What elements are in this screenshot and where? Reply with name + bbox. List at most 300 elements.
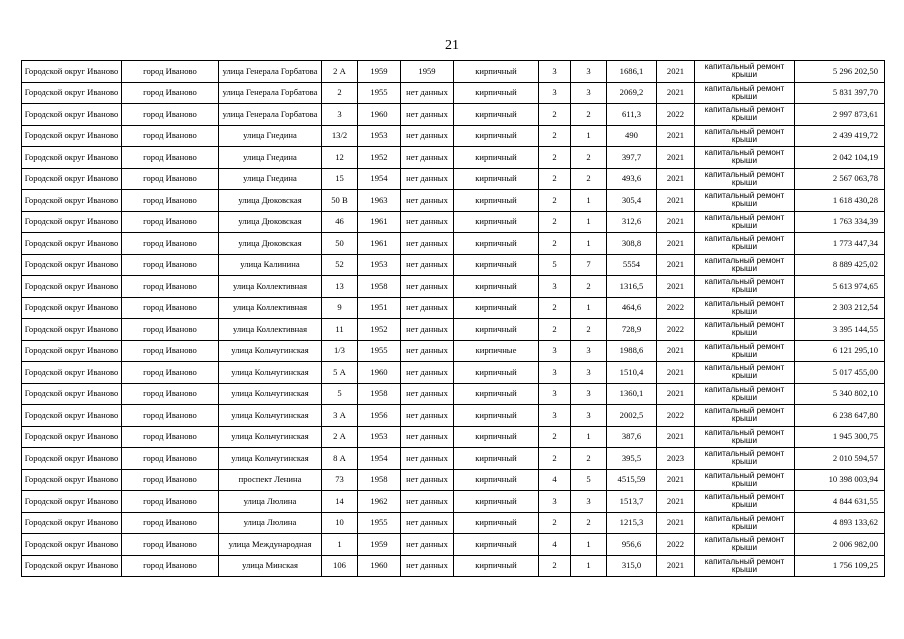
build-year-cell: 1961 bbox=[358, 233, 401, 255]
area-cell: 1988,6 bbox=[607, 340, 657, 362]
plan-year-cell: 2022 bbox=[657, 319, 695, 341]
area-cell: 1513,7 bbox=[607, 491, 657, 513]
house-number-cell: 10 bbox=[322, 512, 358, 534]
wall-material-cell: кирпичный bbox=[454, 82, 539, 104]
build-year-cell: 1958 bbox=[358, 276, 401, 298]
last-repair-year-cell: нет данных bbox=[401, 491, 454, 513]
house-number-cell: 3 А bbox=[322, 405, 358, 427]
wall-material-cell: кирпичный bbox=[454, 555, 539, 577]
street-cell: улица Минская bbox=[219, 555, 322, 577]
street-cell: улица Гнедина bbox=[219, 168, 322, 190]
build-year-cell: 1962 bbox=[358, 491, 401, 513]
city-cell: город Иваново bbox=[122, 82, 219, 104]
district-cell: Городской округ Иваново bbox=[22, 448, 122, 470]
district-cell: Городской округ Иваново bbox=[22, 491, 122, 513]
floors-cell: 2 bbox=[539, 168, 571, 190]
street-cell: улица Дюковская bbox=[219, 211, 322, 233]
house-number-cell: 2 bbox=[322, 82, 358, 104]
wall-material-cell: кирпичный bbox=[454, 168, 539, 190]
floors-cell: 3 bbox=[539, 276, 571, 298]
wall-material-cell: кирпичный bbox=[454, 512, 539, 534]
house-number-cell: 13/2 bbox=[322, 125, 358, 147]
cost-cell: 10 398 003,94 bbox=[795, 469, 885, 491]
entrances-cell: 2 bbox=[571, 448, 607, 470]
plan-year-cell: 2021 bbox=[657, 555, 695, 577]
entrances-cell: 2 bbox=[571, 104, 607, 126]
build-year-cell: 1959 bbox=[358, 61, 401, 83]
city-cell: город Иваново bbox=[122, 448, 219, 470]
city-cell: город Иваново bbox=[122, 405, 219, 427]
table-row bbox=[22, 405, 885, 427]
last-repair-year-cell: нет данных bbox=[401, 512, 454, 534]
work-type-cell: капитальный ремонт крыши bbox=[695, 362, 795, 384]
street-cell: улица Кольчугинская bbox=[219, 426, 322, 448]
cost-cell: 5 017 455,00 bbox=[795, 362, 885, 384]
entrances-cell: 1 bbox=[571, 233, 607, 255]
city-cell: город Иваново bbox=[122, 340, 219, 362]
district-cell: Городской округ Иваново bbox=[22, 125, 122, 147]
build-year-cell: 1954 bbox=[358, 168, 401, 190]
district-cell: Городской округ Иваново bbox=[22, 555, 122, 577]
work-type-cell: капитальный ремонт крыши bbox=[695, 125, 795, 147]
area-cell: 493,6 bbox=[607, 168, 657, 190]
floors-cell: 3 bbox=[539, 82, 571, 104]
plan-year-cell: 2021 bbox=[657, 383, 695, 405]
cost-cell: 1 618 430,28 bbox=[795, 190, 885, 212]
district-cell: Городской округ Иваново bbox=[22, 190, 122, 212]
plan-year-cell: 2021 bbox=[657, 190, 695, 212]
plan-year-cell: 2021 bbox=[657, 82, 695, 104]
entrances-cell: 3 bbox=[571, 340, 607, 362]
cost-cell: 8 889 425,02 bbox=[795, 254, 885, 276]
wall-material-cell: кирпичный bbox=[454, 233, 539, 255]
wall-material-cell: кирпичный bbox=[454, 469, 539, 491]
entrances-cell: 3 bbox=[571, 82, 607, 104]
last-repair-year-cell: нет данных bbox=[401, 125, 454, 147]
build-year-cell: 1951 bbox=[358, 297, 401, 319]
city-cell: город Иваново bbox=[122, 512, 219, 534]
cost-cell: 1 756 109,25 bbox=[795, 555, 885, 577]
area-cell: 490 bbox=[607, 125, 657, 147]
plan-year-cell: 2021 bbox=[657, 469, 695, 491]
district-cell: Городской округ Иваново bbox=[22, 512, 122, 534]
work-type-cell: капитальный ремонт крыши bbox=[695, 254, 795, 276]
house-number-cell: 2 А bbox=[322, 426, 358, 448]
last-repair-year-cell: нет данных bbox=[401, 211, 454, 233]
street-cell: улица Генерала Горбатова bbox=[219, 104, 322, 126]
last-repair-year-cell: нет данных bbox=[401, 297, 454, 319]
district-cell: Городской округ Иваново bbox=[22, 319, 122, 341]
last-repair-year-cell: нет данных bbox=[401, 190, 454, 212]
city-cell: город Иваново bbox=[122, 383, 219, 405]
floors-cell: 2 bbox=[539, 190, 571, 212]
work-type-cell: капитальный ремонт крыши bbox=[695, 319, 795, 341]
cost-cell: 3 395 144,55 bbox=[795, 319, 885, 341]
district-cell: Городской округ Иваново bbox=[22, 147, 122, 169]
house-number-cell: 2 А bbox=[322, 61, 358, 83]
district-cell: Городской округ Иваново bbox=[22, 534, 122, 556]
last-repair-year-cell: нет данных bbox=[401, 254, 454, 276]
area-cell: 305,4 bbox=[607, 190, 657, 212]
floors-cell: 2 bbox=[539, 125, 571, 147]
table-row bbox=[22, 254, 885, 276]
entrances-cell: 3 bbox=[571, 491, 607, 513]
build-year-cell: 1953 bbox=[358, 426, 401, 448]
entrances-cell: 2 bbox=[571, 168, 607, 190]
build-year-cell: 1953 bbox=[358, 125, 401, 147]
table-row bbox=[22, 125, 885, 147]
entrances-cell: 3 bbox=[571, 362, 607, 384]
table-row bbox=[22, 426, 885, 448]
city-cell: город Иваново bbox=[122, 233, 219, 255]
floors-cell: 2 bbox=[539, 426, 571, 448]
last-repair-year-cell: нет данных bbox=[401, 82, 454, 104]
district-cell: Городской округ Иваново bbox=[22, 297, 122, 319]
cost-cell: 2 006 982,00 bbox=[795, 534, 885, 556]
plan-year-cell: 2021 bbox=[657, 276, 695, 298]
house-number-cell: 50 bbox=[322, 233, 358, 255]
district-cell: Городской округ Иваново bbox=[22, 82, 122, 104]
house-number-cell: 106 bbox=[322, 555, 358, 577]
table-row bbox=[22, 61, 885, 83]
city-cell: город Иваново bbox=[122, 555, 219, 577]
table-row bbox=[22, 383, 885, 405]
wall-material-cell: кирпичный bbox=[454, 276, 539, 298]
build-year-cell: 1959 bbox=[358, 534, 401, 556]
city-cell: город Иваново bbox=[122, 319, 219, 341]
area-cell: 1215,3 bbox=[607, 512, 657, 534]
work-type-cell: капитальный ремонт крыши bbox=[695, 168, 795, 190]
street-cell: улица Кольчугинская bbox=[219, 340, 322, 362]
last-repair-year-cell: нет данных bbox=[401, 340, 454, 362]
plan-year-cell: 2022 bbox=[657, 534, 695, 556]
entrances-cell: 2 bbox=[571, 276, 607, 298]
entrances-cell: 2 bbox=[571, 319, 607, 341]
area-cell: 611,3 bbox=[607, 104, 657, 126]
area-cell: 5554 bbox=[607, 254, 657, 276]
area-cell: 1686,1 bbox=[607, 61, 657, 83]
house-number-cell: 73 bbox=[322, 469, 358, 491]
build-year-cell: 1958 bbox=[358, 469, 401, 491]
house-number-cell: 5 А bbox=[322, 362, 358, 384]
plan-year-cell: 2021 bbox=[657, 147, 695, 169]
house-number-cell: 15 bbox=[322, 168, 358, 190]
area-cell: 1360,1 bbox=[607, 383, 657, 405]
wall-material-cell: кирпичный bbox=[454, 405, 539, 427]
city-cell: город Иваново bbox=[122, 297, 219, 319]
work-type-cell: капитальный ремонт крыши bbox=[695, 491, 795, 513]
house-number-cell: 14 bbox=[322, 491, 358, 513]
build-year-cell: 1960 bbox=[358, 555, 401, 577]
street-cell: улица Коллективная bbox=[219, 297, 322, 319]
work-type-cell: капитальный ремонт крыши bbox=[695, 448, 795, 470]
build-year-cell: 1954 bbox=[358, 448, 401, 470]
house-number-cell: 8 А bbox=[322, 448, 358, 470]
wall-material-cell: кирпичный bbox=[454, 104, 539, 126]
build-year-cell: 1961 bbox=[358, 211, 401, 233]
table-row bbox=[22, 555, 885, 577]
floors-cell: 3 bbox=[539, 383, 571, 405]
last-repair-year-cell: нет данных bbox=[401, 168, 454, 190]
area-cell: 1510,4 bbox=[607, 362, 657, 384]
street-cell: улица Генерала Горбатова bbox=[219, 82, 322, 104]
street-cell: улица Дюковская bbox=[219, 233, 322, 255]
build-year-cell: 1952 bbox=[358, 319, 401, 341]
city-cell: город Иваново bbox=[122, 104, 219, 126]
street-cell: улица Кольчугинская bbox=[219, 383, 322, 405]
area-cell: 956,6 bbox=[607, 534, 657, 556]
floors-cell: 3 bbox=[539, 340, 571, 362]
plan-year-cell: 2021 bbox=[657, 233, 695, 255]
cost-cell: 1 945 300,75 bbox=[795, 426, 885, 448]
area-cell: 464,6 bbox=[607, 297, 657, 319]
table-row bbox=[22, 319, 885, 341]
work-type-cell: капитальный ремонт крыши bbox=[695, 340, 795, 362]
house-number-cell: 1/3 bbox=[322, 340, 358, 362]
area-cell: 2069,2 bbox=[607, 82, 657, 104]
city-cell: город Иваново bbox=[122, 469, 219, 491]
housing-registry-table bbox=[21, 60, 885, 577]
page-number: 21 bbox=[445, 38, 459, 53]
city-cell: город Иваново bbox=[122, 362, 219, 384]
house-number-cell: 13 bbox=[322, 276, 358, 298]
city-cell: город Иваново bbox=[122, 276, 219, 298]
house-number-cell: 9 bbox=[322, 297, 358, 319]
floors-cell: 3 bbox=[539, 405, 571, 427]
work-type-cell: капитальный ремонт крыши bbox=[695, 469, 795, 491]
street-cell: улица Калинина bbox=[219, 254, 322, 276]
build-year-cell: 1960 bbox=[358, 362, 401, 384]
district-cell: Городской округ Иваново bbox=[22, 211, 122, 233]
city-cell: город Иваново bbox=[122, 125, 219, 147]
street-cell: улица Международная bbox=[219, 534, 322, 556]
district-cell: Городской округ Иваново bbox=[22, 168, 122, 190]
wall-material-cell: кирпичный bbox=[454, 125, 539, 147]
table-row bbox=[22, 168, 885, 190]
entrances-cell: 1 bbox=[571, 534, 607, 556]
city-cell: город Иваново bbox=[122, 534, 219, 556]
district-cell: Городской округ Иваново bbox=[22, 426, 122, 448]
city-cell: город Иваново bbox=[122, 61, 219, 83]
floors-cell: 2 bbox=[539, 319, 571, 341]
cost-cell: 5 831 397,70 bbox=[795, 82, 885, 104]
work-type-cell: капитальный ремонт крыши bbox=[695, 190, 795, 212]
city-cell: город Иваново bbox=[122, 491, 219, 513]
area-cell: 1316,5 bbox=[607, 276, 657, 298]
last-repair-year-cell: 1959 bbox=[401, 61, 454, 83]
work-type-cell: капитальный ремонт крыши bbox=[695, 426, 795, 448]
table-row bbox=[22, 147, 885, 169]
last-repair-year-cell: нет данных bbox=[401, 448, 454, 470]
last-repair-year-cell: нет данных bbox=[401, 426, 454, 448]
plan-year-cell: 2021 bbox=[657, 340, 695, 362]
table-row bbox=[22, 340, 885, 362]
street-cell: улица Люлина bbox=[219, 512, 322, 534]
last-repair-year-cell: нет данных bbox=[401, 534, 454, 556]
work-type-cell: капитальный ремонт крыши bbox=[695, 534, 795, 556]
floors-cell: 3 bbox=[539, 362, 571, 384]
wall-material-cell: кирпичный bbox=[454, 211, 539, 233]
area-cell: 387,6 bbox=[607, 426, 657, 448]
cost-cell: 2 042 104,19 bbox=[795, 147, 885, 169]
plan-year-cell: 2023 bbox=[657, 448, 695, 470]
wall-material-cell: кирпичные bbox=[454, 340, 539, 362]
wall-material-cell: кирпичный bbox=[454, 297, 539, 319]
area-cell: 312,6 bbox=[607, 211, 657, 233]
district-cell: Городской округ Иваново bbox=[22, 233, 122, 255]
street-cell: улица Кольчугинская bbox=[219, 362, 322, 384]
plan-year-cell: 2021 bbox=[657, 211, 695, 233]
floors-cell: 3 bbox=[539, 61, 571, 83]
last-repair-year-cell: нет данных bbox=[401, 383, 454, 405]
build-year-cell: 1955 bbox=[358, 340, 401, 362]
work-type-cell: капитальный ремонт крыши bbox=[695, 555, 795, 577]
street-cell: улица Коллективная bbox=[219, 276, 322, 298]
last-repair-year-cell: нет данных bbox=[401, 276, 454, 298]
street-cell: улица Кольчугинская bbox=[219, 405, 322, 427]
plan-year-cell: 2022 bbox=[657, 104, 695, 126]
floors-cell: 2 bbox=[539, 297, 571, 319]
build-year-cell: 1955 bbox=[358, 512, 401, 534]
work-type-cell: капитальный ремонт крыши bbox=[695, 405, 795, 427]
build-year-cell: 1953 bbox=[358, 254, 401, 276]
entrances-cell: 1 bbox=[571, 426, 607, 448]
cost-cell: 4 893 133,62 bbox=[795, 512, 885, 534]
cost-cell: 1 773 447,34 bbox=[795, 233, 885, 255]
area-cell: 308,8 bbox=[607, 233, 657, 255]
district-cell: Городской округ Иваново bbox=[22, 276, 122, 298]
last-repair-year-cell: нет данных bbox=[401, 362, 454, 384]
work-type-cell: капитальный ремонт крыши bbox=[695, 383, 795, 405]
table-row bbox=[22, 469, 885, 491]
street-cell: проспект Ленина bbox=[219, 469, 322, 491]
floors-cell: 2 bbox=[539, 448, 571, 470]
last-repair-year-cell: нет данных bbox=[401, 319, 454, 341]
work-type-cell: капитальный ремонт крыши bbox=[695, 104, 795, 126]
last-repair-year-cell: нет данных bbox=[401, 147, 454, 169]
entrances-cell: 1 bbox=[571, 211, 607, 233]
table-row bbox=[22, 82, 885, 104]
district-cell: Городской округ Иваново bbox=[22, 254, 122, 276]
last-repair-year-cell: нет данных bbox=[401, 233, 454, 255]
street-cell: улица Гнедина bbox=[219, 125, 322, 147]
last-repair-year-cell: нет данных bbox=[401, 104, 454, 126]
entrances-cell: 3 bbox=[571, 61, 607, 83]
district-cell: Городской округ Иваново bbox=[22, 340, 122, 362]
area-cell: 2002,5 bbox=[607, 405, 657, 427]
plan-year-cell: 2022 bbox=[657, 405, 695, 427]
entrances-cell: 2 bbox=[571, 512, 607, 534]
plan-year-cell: 2021 bbox=[657, 61, 695, 83]
last-repair-year-cell: нет данных bbox=[401, 555, 454, 577]
entrances-cell: 3 bbox=[571, 383, 607, 405]
area-cell: 315,0 bbox=[607, 555, 657, 577]
house-number-cell: 50 В bbox=[322, 190, 358, 212]
build-year-cell: 1958 bbox=[358, 383, 401, 405]
last-repair-year-cell: нет данных bbox=[401, 405, 454, 427]
floors-cell: 2 bbox=[539, 233, 571, 255]
house-number-cell: 11 bbox=[322, 319, 358, 341]
entrances-cell: 1 bbox=[571, 555, 607, 577]
cost-cell: 1 763 334,39 bbox=[795, 211, 885, 233]
table-row bbox=[22, 362, 885, 384]
house-number-cell: 1 bbox=[322, 534, 358, 556]
table-row bbox=[22, 190, 885, 212]
work-type-cell: капитальный ремонт крыши bbox=[695, 147, 795, 169]
work-type-cell: капитальный ремонт крыши bbox=[695, 276, 795, 298]
cost-cell: 5 340 802,10 bbox=[795, 383, 885, 405]
plan-year-cell: 2021 bbox=[657, 426, 695, 448]
floors-cell: 3 bbox=[539, 491, 571, 513]
table-body bbox=[22, 61, 885, 577]
table-row bbox=[22, 297, 885, 319]
table-row bbox=[22, 211, 885, 233]
entrances-cell: 7 bbox=[571, 254, 607, 276]
plan-year-cell: 2021 bbox=[657, 362, 695, 384]
house-number-cell: 5 bbox=[322, 383, 358, 405]
cost-cell: 6 238 647,80 bbox=[795, 405, 885, 427]
work-type-cell: капитальный ремонт крыши bbox=[695, 233, 795, 255]
build-year-cell: 1960 bbox=[358, 104, 401, 126]
floors-cell: 2 bbox=[539, 147, 571, 169]
build-year-cell: 1963 bbox=[358, 190, 401, 212]
street-cell: улица Кольчугинская bbox=[219, 448, 322, 470]
wall-material-cell: кирпичный bbox=[454, 362, 539, 384]
build-year-cell: 1952 bbox=[358, 147, 401, 169]
city-cell: город Иваново bbox=[122, 254, 219, 276]
area-cell: 728,9 bbox=[607, 319, 657, 341]
city-cell: город Иваново bbox=[122, 168, 219, 190]
area-cell: 395,5 bbox=[607, 448, 657, 470]
district-cell: Городской округ Иваново bbox=[22, 383, 122, 405]
cost-cell: 5 613 974,65 bbox=[795, 276, 885, 298]
work-type-cell: капитальный ремонт крыши bbox=[695, 297, 795, 319]
district-cell: Городской округ Иваново bbox=[22, 362, 122, 384]
city-cell: город Иваново bbox=[122, 190, 219, 212]
build-year-cell: 1955 bbox=[358, 82, 401, 104]
area-cell: 4515,59 bbox=[607, 469, 657, 491]
entrances-cell: 1 bbox=[571, 190, 607, 212]
district-cell: Городской округ Иваново bbox=[22, 469, 122, 491]
plan-year-cell: 2021 bbox=[657, 491, 695, 513]
cost-cell: 2 567 063,78 bbox=[795, 168, 885, 190]
wall-material-cell: кирпичный bbox=[454, 383, 539, 405]
last-repair-year-cell: нет данных bbox=[401, 469, 454, 491]
street-cell: улица Коллективная bbox=[219, 319, 322, 341]
entrances-cell: 5 bbox=[571, 469, 607, 491]
cost-cell: 2 997 873,61 bbox=[795, 104, 885, 126]
wall-material-cell: кирпичный bbox=[454, 319, 539, 341]
wall-material-cell: кирпичный bbox=[454, 147, 539, 169]
floors-cell: 2 bbox=[539, 555, 571, 577]
cost-cell: 2 303 212,54 bbox=[795, 297, 885, 319]
wall-material-cell: кирпичный bbox=[454, 491, 539, 513]
entrances-cell: 3 bbox=[571, 405, 607, 427]
floors-cell: 4 bbox=[539, 534, 571, 556]
work-type-cell: капитальный ремонт крыши bbox=[695, 82, 795, 104]
build-year-cell: 1956 bbox=[358, 405, 401, 427]
work-type-cell: капитальный ремонт крыши bbox=[695, 61, 795, 83]
wall-material-cell: кирпичный bbox=[454, 448, 539, 470]
plan-year-cell: 2021 bbox=[657, 512, 695, 534]
entrances-cell: 1 bbox=[571, 125, 607, 147]
plan-year-cell: 2021 bbox=[657, 125, 695, 147]
table-row bbox=[22, 276, 885, 298]
cost-cell: 2 439 419,72 bbox=[795, 125, 885, 147]
floors-cell: 2 bbox=[539, 512, 571, 534]
work-type-cell: капитальный ремонт крыши bbox=[695, 211, 795, 233]
entrances-cell: 1 bbox=[571, 297, 607, 319]
